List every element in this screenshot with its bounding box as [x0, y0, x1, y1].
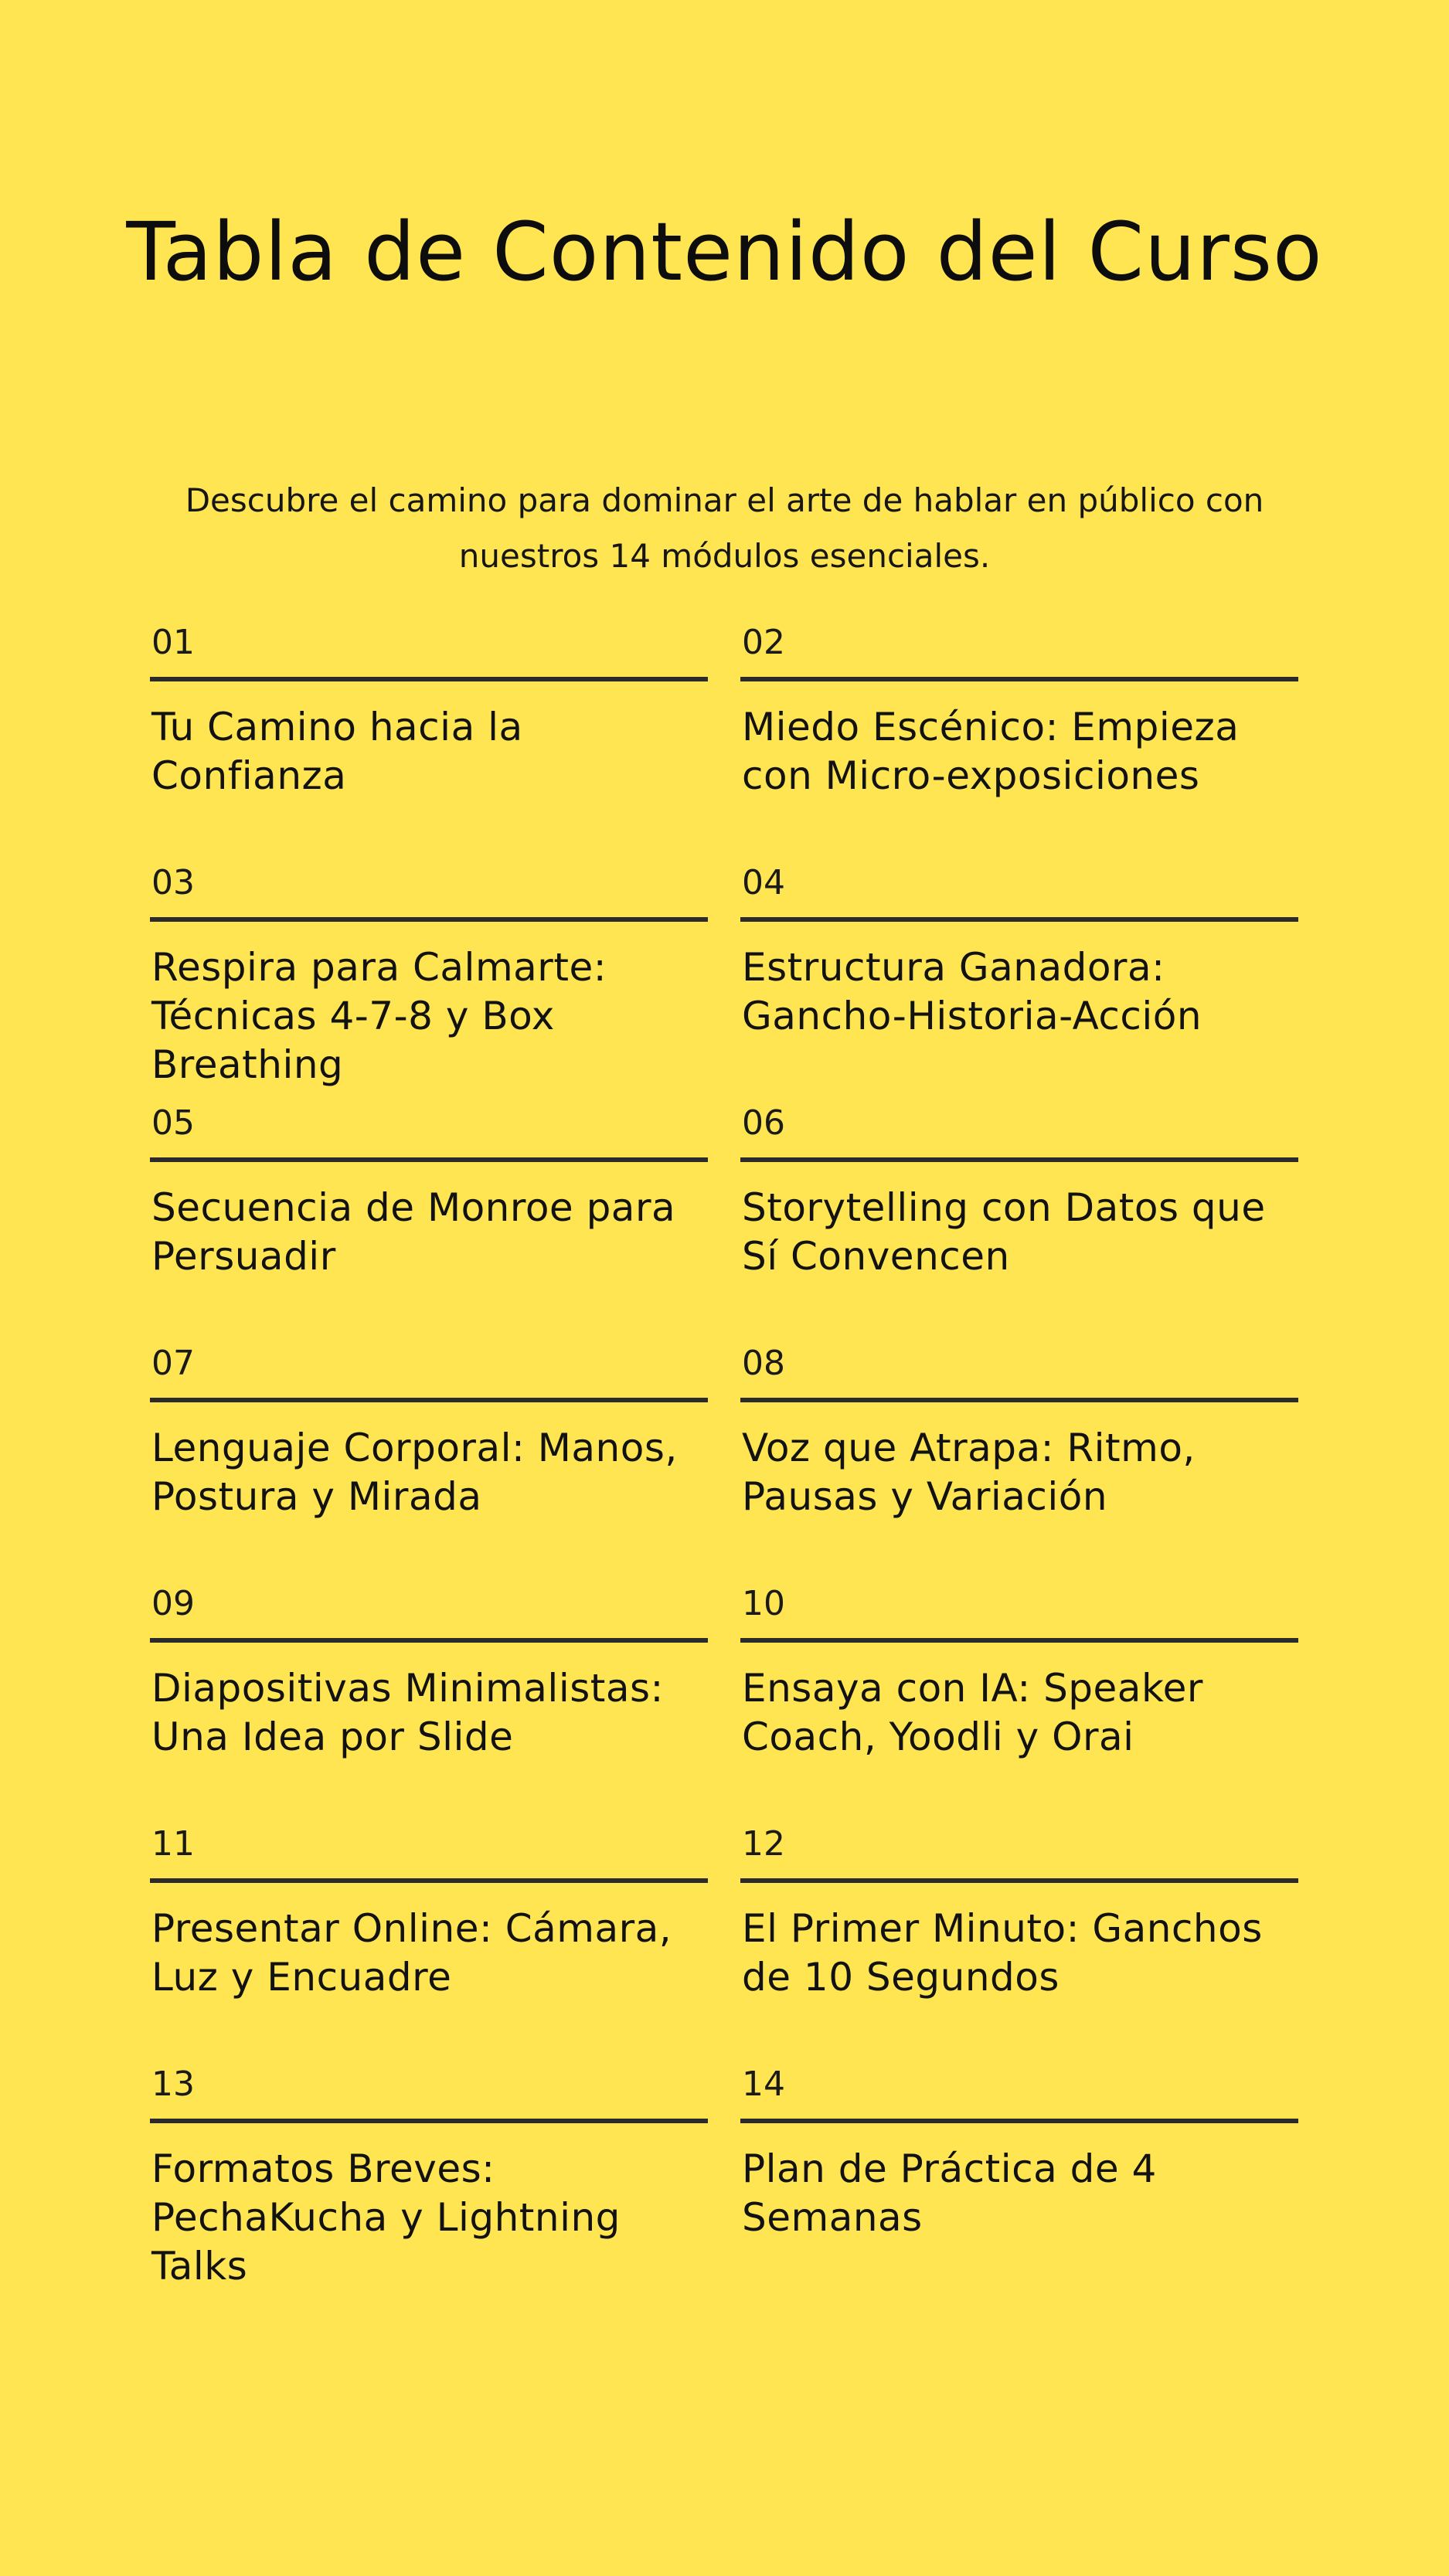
module-number: 03: [151, 863, 195, 902]
module-divider: [740, 677, 1298, 681]
module-title: Presentar Online: Cámara, Luz y Encuadre: [151, 1906, 672, 2000]
module-title: Plan de Práctica de 4 Semanas: [742, 2146, 1157, 2240]
module-grid: [150, 618, 1298, 2300]
module-number: 05: [151, 1103, 195, 1143]
module-item: [740, 1579, 1298, 1820]
module-item: [740, 858, 1298, 1099]
module-title: Ensaya con IA: Speaker Coach, Yoodli y Orai: [742, 1666, 1203, 1759]
module-divider: [150, 917, 708, 922]
module-divider: [150, 2119, 708, 2123]
page-subtitle: Descubre el camino para dominar el arte de hablar en público con nuestros 14 módulos esenciales.: [185, 481, 1264, 575]
module-item: [150, 618, 708, 858]
module-number: 11: [151, 1824, 195, 1864]
module-item: [150, 1099, 708, 1339]
module-title: Respira para Calmarte: Técnicas 4-7-8 y Box Breathing: [151, 945, 607, 1087]
module-number: 01: [151, 623, 195, 662]
module-number: 10: [742, 1584, 785, 1623]
module-divider: [150, 677, 708, 681]
module-item: [150, 1820, 708, 2060]
module-number: 09: [151, 1584, 195, 1623]
module-title: Estructura Ganadora: Gancho-Historia-Acción: [742, 945, 1202, 1038]
module-item: [150, 858, 708, 1099]
module-item: [150, 1339, 708, 1579]
page-title: Tabla de Contenido del Curso: [126, 205, 1323, 299]
module-number: 07: [151, 1344, 195, 1383]
module-title: Storytelling con Datos que Sí Convencen: [742, 1185, 1266, 1279]
module-number: 06: [742, 1103, 785, 1143]
module-number: 14: [742, 2065, 785, 2104]
module-item: [150, 1579, 708, 1820]
module-number: 02: [742, 623, 785, 662]
module-item: [150, 2060, 708, 2300]
module-item: [740, 618, 1298, 858]
module-divider: [740, 1157, 1298, 1162]
module-divider: [150, 1398, 708, 1402]
module-divider: [740, 1398, 1298, 1402]
module-item: [740, 1820, 1298, 2060]
module-title: El Primer Minuto: Ganchos de 10 Segundos: [742, 1906, 1263, 2000]
module-number: 13: [151, 2065, 195, 2104]
module-number: 04: [742, 863, 785, 902]
module-item: [740, 2060, 1298, 2300]
module-number: 08: [742, 1344, 785, 1383]
module-number: 12: [742, 1824, 785, 1864]
module-divider: [150, 1157, 708, 1162]
module-title: Tu Camino hacia la Confianza: [151, 705, 523, 798]
module-divider: [150, 1638, 708, 1643]
module-item: [740, 1339, 1298, 1579]
module-divider: [740, 1878, 1298, 1883]
module-divider: [740, 2119, 1298, 2123]
module-divider: [740, 1638, 1298, 1643]
module-title: Diapositivas Minimalistas: Una Idea por Slide: [151, 1666, 664, 1759]
module-title: Formatos Breves: PechaKucha y Lightning Talks: [151, 2146, 621, 2289]
module-title: Lenguaje Corporal: Manos, Postura y Mirada: [151, 1426, 678, 1519]
module-divider: [740, 917, 1298, 922]
module-title: Miedo Escénico: Empieza con Micro-exposiciones: [742, 705, 1240, 798]
module-title: Voz que Atrapa: Ritmo, Pausas y Variación: [742, 1426, 1196, 1519]
module-divider: [150, 1878, 708, 1883]
module-item: [740, 1099, 1298, 1339]
module-title: Secuencia de Monroe para Persuadir: [151, 1185, 676, 1279]
